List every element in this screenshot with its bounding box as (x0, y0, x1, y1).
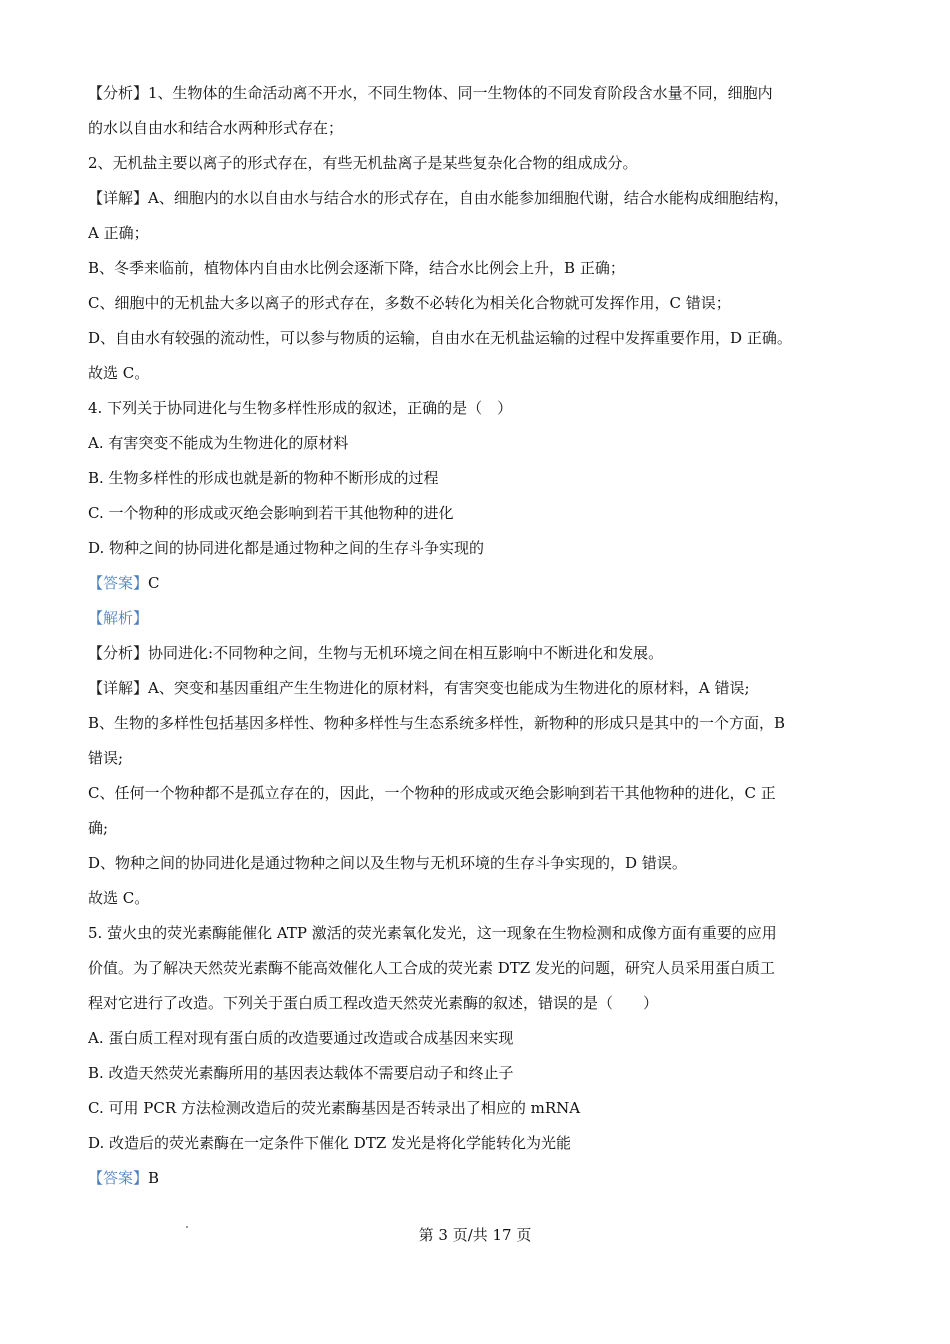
line-text: 故选 C。 (88, 889, 150, 907)
text-line (88, 811, 868, 846)
text-line (88, 286, 868, 321)
section-tag: 【分析】 (88, 644, 149, 662)
text-line (88, 146, 868, 181)
text-line (88, 111, 868, 146)
text-line (88, 216, 868, 251)
line-text: B. 改造天然荧光素酶所用的基因表达载体不需要启动子和终止子 (88, 1064, 514, 1082)
line-text: D. 改造后的荧光素酶在一定条件下催化 DTZ 发光是将化学能转化为光能 (88, 1134, 572, 1152)
line-text: C. 一个物种的形成或灭绝会影响到若干其他物种的进化 (88, 504, 454, 522)
line-text: 协同进化:不同物种之间，生物与无机环境之间在相互影响中不断进化和发展。 (148, 644, 664, 662)
section-tag: 【答案】 (88, 1169, 149, 1187)
line-text: 确; (88, 819, 109, 837)
line-text: A、细胞内的水以自由水与结合水的形式存在，自由水能参加细胞代谢，结合水能构成细胞结构， (148, 189, 789, 207)
line-text: 4. 下列关于协同进化与生物多样性形成的叙述，正确的是（ ） (88, 399, 513, 417)
line-text: D、物种之间的协同进化是通过物种之间以及生物与无机环境的生存斗争实现的，D 错误。 (88, 854, 687, 872)
section-tag: 【解析】 (88, 609, 149, 627)
text-line (88, 986, 868, 1021)
text-line (88, 356, 868, 391)
text-line (88, 636, 868, 671)
line-text: A. 有害突变不能成为生物进化的原材料 (88, 434, 349, 452)
section-tag: 【详解】 (88, 679, 149, 697)
page-footer: 第 3 页/共 17 页 (418, 1226, 532, 1244)
line-text: 5. 萤火虫的荧光素酶能催化 ATP 激活的荧光素氧化发光，这一现象在生物检测和成像方面有重要的应用 (88, 924, 777, 942)
text-line (88, 76, 868, 111)
line-text: C、任何一个物种都不是孤立存在的，因此，一个物种的形成或灭绝会影响到若干其他物种的进化，C 正 (88, 784, 776, 802)
line-text: B、冬季来临前，植物体内自由水比例会逐渐下降，结合水比例会上升，B 正确； (88, 259, 625, 277)
text-line (88, 251, 868, 286)
line-text: C、细胞中的无机盐大多以离子的形式存在，多数不必转化为相关化合物就可发挥作用，C 错误； (88, 294, 731, 312)
document-body (88, 76, 868, 1196)
line-text: C (148, 574, 160, 592)
line-text: A. 蛋白质工程对现有蛋白质的改造要通过改造或合成基因来实现 (88, 1029, 514, 1047)
text-line (88, 321, 868, 356)
text-line (88, 1056, 868, 1091)
line-text: A 正确； (88, 224, 149, 242)
line-text: D. 物种之间的协同进化都是通过物种之间的生存斗争实现的 (88, 539, 485, 557)
text-line (88, 531, 868, 566)
text-line (88, 741, 868, 776)
line-text: B、生物的多样性包括基因多样性、物种多样性与生态系统多样性，新物种的形成只是其中的一个方面，B (88, 714, 786, 732)
text-line (88, 706, 868, 741)
text-line (88, 1021, 868, 1056)
text-line (88, 951, 868, 986)
text-line (88, 1126, 868, 1161)
line-text: 的水以自由水和结合水两种形式存在； (88, 119, 344, 137)
text-line (88, 391, 868, 426)
text-line (88, 461, 868, 496)
text-line (88, 181, 868, 216)
line-text: B (148, 1169, 160, 1187)
line-text: 程对它进行了改造。下列关于蛋白质工程改造天然荧光素酶的叙述，错误的是（ ） (88, 994, 659, 1012)
text-line (88, 916, 868, 951)
text-line (88, 776, 868, 811)
line-text: 故选 C。 (88, 364, 150, 382)
line-text: 错误; (88, 749, 124, 767)
line-text: A、突变和基因重组产生生物进化的原材料，有害突变也能成为生物进化的原材料，A 错误; (148, 679, 750, 697)
section-tag: 【答案】 (88, 574, 149, 592)
line-text: D、自由水有较强的流动性，可以参与物质的运输，自由水在无机盐运输的过程中发挥重要作用，D 正确。 (88, 329, 792, 347)
text-line (88, 566, 868, 601)
line-text: 2、无机盐主要以离子的形式存在，有些无机盐离子是某些复杂化合物的组成成分。 (88, 154, 638, 172)
line-text: B. 生物多样性的形成也就是新的物种不断形成的过程 (88, 469, 439, 487)
section-tag: 【详解】 (88, 189, 149, 207)
line-text: C. 可用 PCR 方法检测改造后的荧光素酶基因是否转录出了相应的 mRNA (88, 1099, 581, 1117)
text-line (88, 601, 868, 636)
line-text: 价值。为了解决天然荧光素酶不能高效催化人工合成的荧光素 DTZ 发光的问题，研究人员采用蛋白质工 (88, 959, 775, 977)
text-line (88, 1091, 868, 1126)
text-line (88, 426, 868, 461)
text-line (88, 846, 868, 881)
text-line (88, 1161, 868, 1196)
text-line (88, 496, 868, 531)
text-line (88, 671, 868, 706)
text-line (88, 881, 868, 916)
line-text: 1、生物体的生命活动离不开水，不同生物体、同一生物体的不同发育阶段含水量不同，细胞内 (148, 84, 773, 102)
section-tag: 【分析】 (88, 84, 149, 102)
